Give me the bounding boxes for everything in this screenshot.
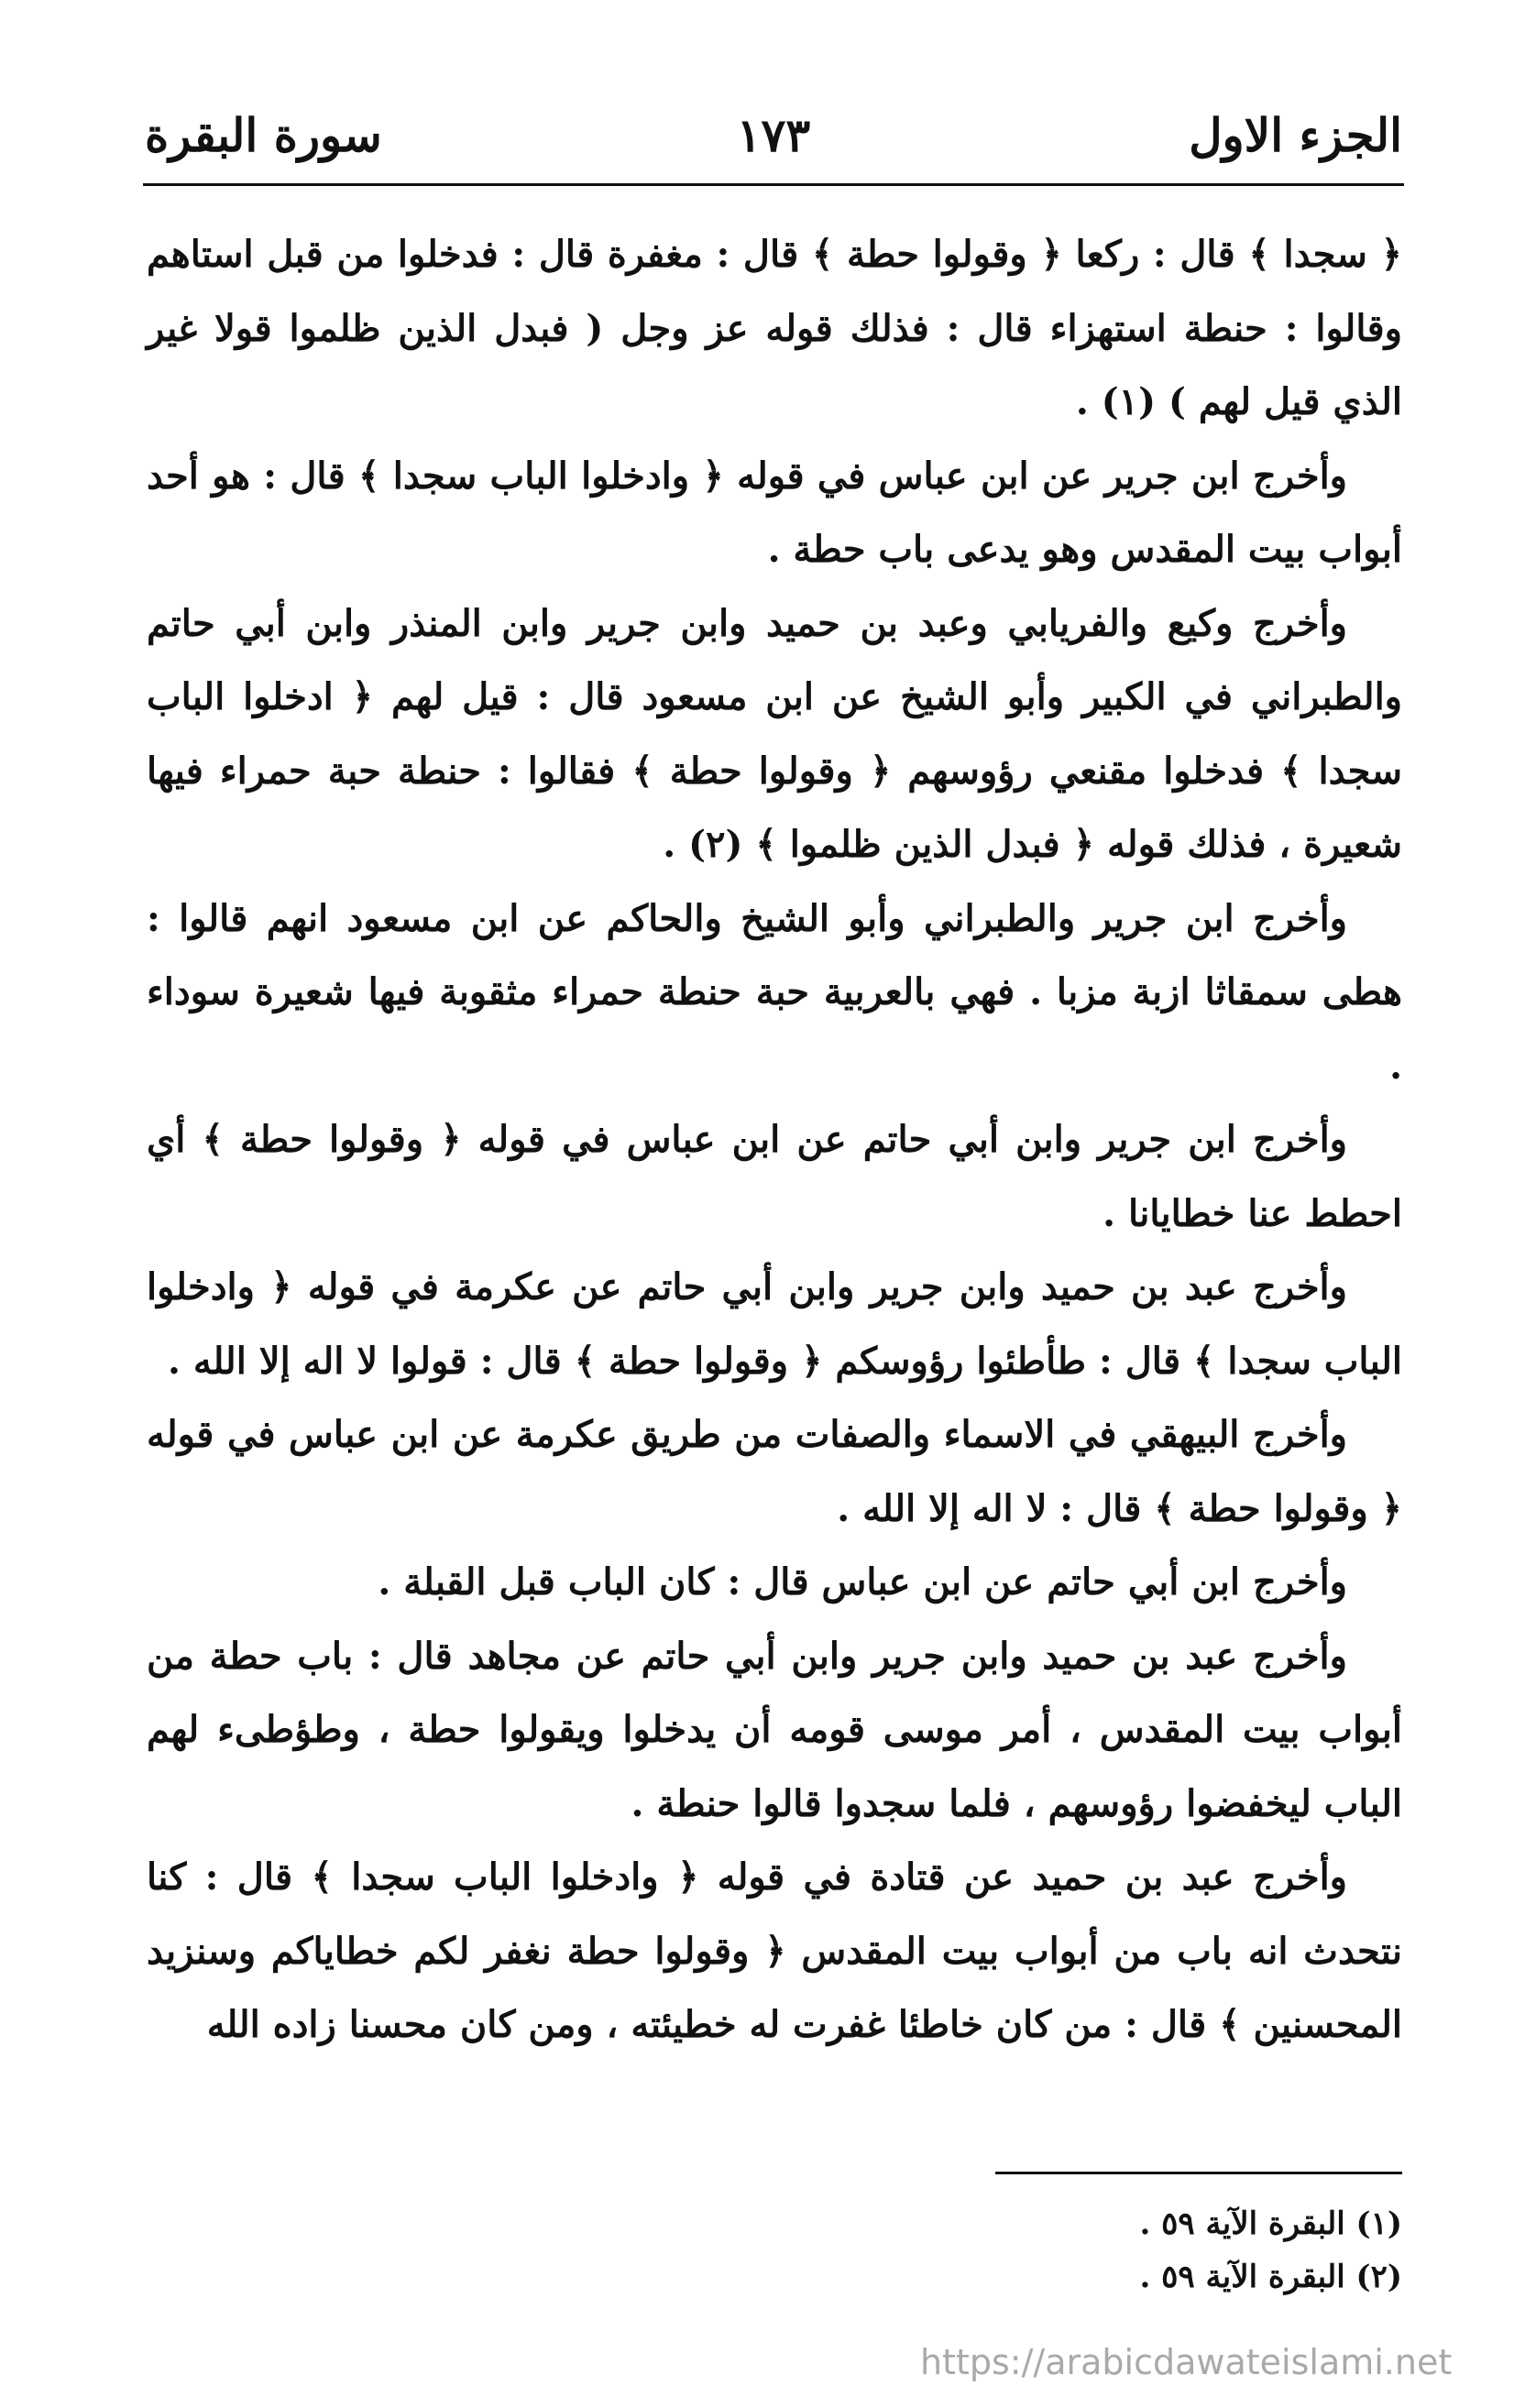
footnotes	[916, 2197, 1402, 2304]
footnote-divider	[995, 2172, 1402, 2174]
header-divider	[143, 183, 1404, 186]
volume-title: الجزء الاول	[1189, 108, 1402, 162]
paragraph-4: وأخرج ابن جرير والطبراني وأبو الشيخ والحاكم عن ابن مسعود انهم قالوا : هطى سمقاثا ازبة مزبا . فهي بالعربية حبة حنطة حمراء مثقوبة فيها شعيرة سوداء .	[147, 896, 1402, 1088]
source-watermark: https://arabicdawateislami.net	[920, 2342, 1453, 2382]
footnote-1: (١) البقرة الآية ٥٩ .	[1139, 2206, 1402, 2242]
paragraph-3: وأخرج وكيع والفريابي وعبد بن حميد وابن جرير وابن المنذر وابن أبي حاتم والطبراني في الكبير وأبو الشيخ عن ابن مسعود قال : قيل لهم ﴿ ادخلوا الباب سجدا ﴾ فدخلوا مقنعي رؤوسهم ﴿ وقولوا حطة ﴾ فقالوا : حنطة حبة حمراء فيها شعيرة ، فذلك قوله ﴿ فبدل الذين ظلموا ﴾ (٢) .	[147, 601, 1402, 866]
paragraph-10: وأخرج عبد بن حميد عن قتادة في قوله ﴿ وادخلوا الباب سجدا ﴾ قال : كنا نتحدث انه باب من أبواب بيت المقدس ﴿ وقولوا حطة نغفر لكم خطاياكم وسنزيد المحسنين ﴾ قال : من كان خاطئا غفرت له خطيئته ، ومن كان محسنا زاده الله	[147, 1855, 1402, 2046]
running-header	[145, 108, 1402, 172]
paragraph-2: وأخرج ابن جرير عن ابن عباس في قوله ﴿ وادخلوا الباب سجدا ﴾ قال : هو أحد أبواب بيت المقدس وهو يدعى باب حطة .	[147, 454, 1402, 571]
page-number: ١٧٣	[736, 108, 811, 162]
paragraph-1: ﴿ سجدا ﴾ قال : ركعا ﴿ وقولوا حطة ﴾ قال : مغفرة قال : فدخلوا من قبل استاهم وقالوا : حنطة استهزاء قال : فذلك قوله عز وجل ( فبدل الذين ظلموا قولا غير الذي قيل لهم ) (١) .	[147, 233, 1402, 423]
main-text	[147, 218, 1402, 2063]
paragraph-8: وأخرج ابن أبي حاتم عن ابن عباس قال : كان الباب قبل القبلة .	[378, 1560, 1347, 1604]
paragraph-5: وأخرج ابن جرير وابن أبي حاتم عن ابن عباس في قوله ﴿ وقولوا حطة ﴾ أي احطط عنا خطايانا .	[147, 1118, 1402, 1235]
paragraph-6: وأخرج عبد بن حميد وابن جرير وابن أبي حاتم عن عكرمة في قوله ﴿ وادخلوا الباب سجدا ﴾ قال : طأطئوا رؤوسكم ﴿ وقولوا حطة ﴾ قال : قولوا لا اله إلا الله .	[147, 1265, 1402, 1383]
paragraph-7: وأخرج البيهقي في الاسماء والصفات من طريق عكرمة عن ابن عباس في قوله ﴿ وقولوا حطة ﴾ قال : لا اله إلا الله .	[147, 1413, 1402, 1530]
surah-title: سورة البقرة	[145, 108, 382, 162]
footnote-2: (٢) البقرة الآية ٥٩ .	[1139, 2259, 1402, 2295]
paragraph-9: وأخرج عبد بن حميد وابن جرير وابن أبي حاتم عن مجاهد قال : باب حطة من أبواب بيت المقدس ، أمر موسى قومه أن يدخلوا ويقولوا حطة ، وطؤطىء لهم الباب ليخفضوا رؤوسهم ، فلما سجدوا قالوا حنطة .	[147, 1634, 1402, 1825]
